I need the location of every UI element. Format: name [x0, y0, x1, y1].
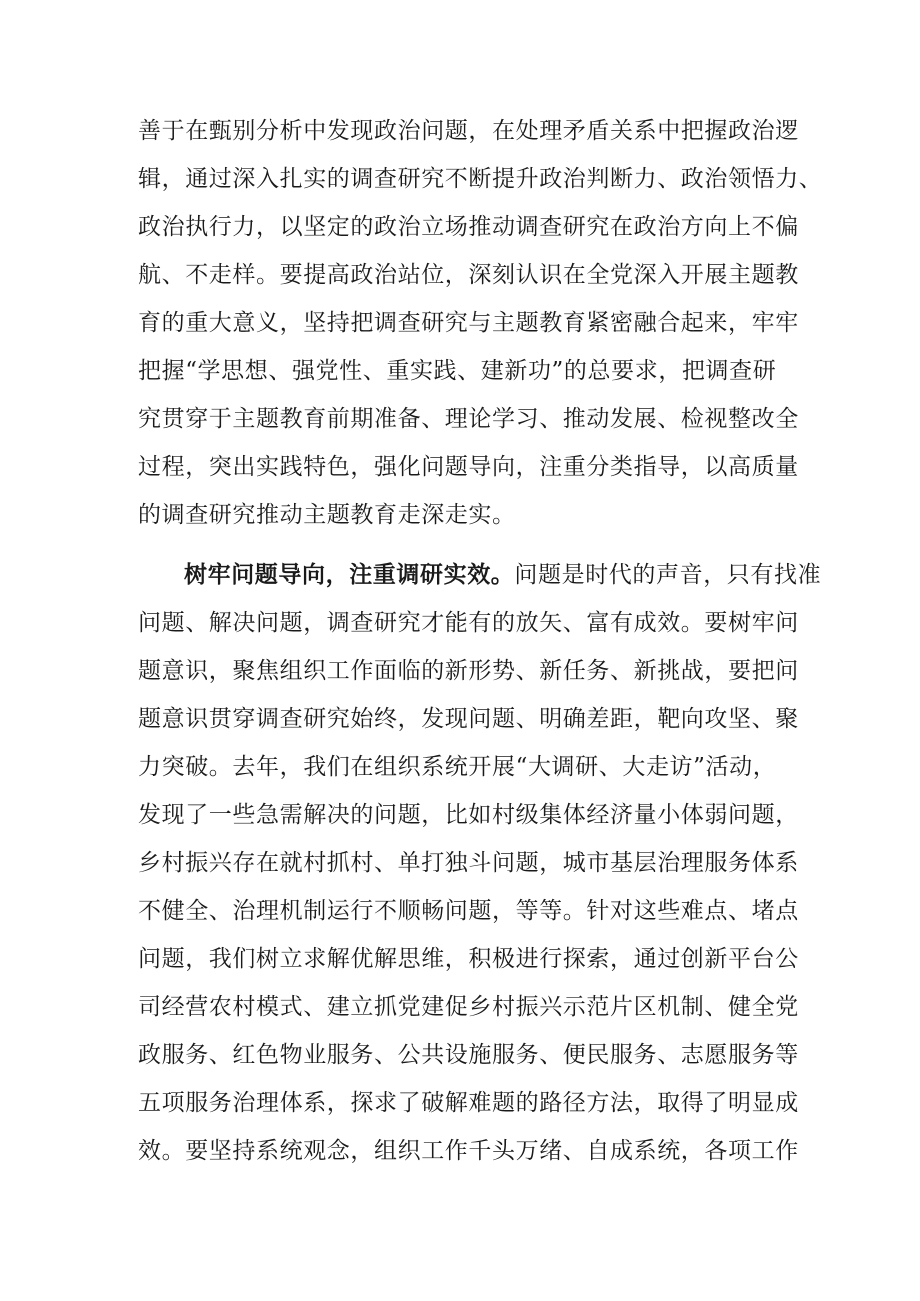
paragraph2-line: 效。要坚持系统观念，组织工作千头万绪、自成系统，各项工作	[138, 1138, 799, 1164]
paragraph2-line: 问题、解决问题，调查研究才能有的放矢、富有成效。要树牢问	[138, 610, 799, 636]
paragraph2-first-line	[184, 560, 821, 590]
paragraph2-line: 题意识贯穿调查研究始终，发现问题、明确差距，靶向攻坚、聚	[138, 706, 799, 732]
paragraph2-line: 不健全、治理机制运行不顺畅问题，等等。针对这些难点、堵点	[138, 898, 799, 924]
paragraph1-line: 育的重大意义，坚持把调查研究与主题教育紧密融合起来，牢牢	[138, 310, 799, 336]
paragraph2-line: 五项服务治理体系，探求了破解难题的路径方法，取得了明显成	[138, 1090, 799, 1116]
paragraph2-line: 力突破。去年，我们在组织系统开展“大调研、大走访”活动，	[138, 754, 777, 780]
paragraph1-line: 辑，通过深入扎实的调查研究不断提升政治判断力、政治领悟力、	[138, 166, 823, 192]
paragraph1-line: 航、不走样。要提高政治站位，深刻认识在全党深入开展主题教	[138, 262, 799, 288]
paragraph2-line: 发现了一些急需解决的问题，比如村级集体经济量小体弱问题，	[138, 802, 799, 828]
paragraph2-line: 乡村振兴存在就村抓村、单打独斗问题，城市基层治理服务体系	[138, 850, 799, 876]
paragraph1-line: 善于在甄别分析中发现政治问题，在处理矛盾关系中把握政治逻	[138, 118, 799, 144]
paragraph2-line: 政服务、红色物业服务、公共设施服务、便民服务、志愿服务等	[138, 1042, 799, 1068]
paragraph1-line: 把握“学思想、强党性、重实践、建新功”的总要求，把调查研	[138, 358, 777, 384]
paragraph2-line: 问题，我们树立求解优解思维，积极进行探索，通过创新平台公	[138, 946, 799, 972]
paragraph2-line: 题意识，聚焦组织工作面临的新形势、新任务、新挑战，要把问	[138, 658, 799, 684]
paragraph1-line: 的调查研究推动主题教育走深走实。	[138, 502, 516, 528]
paragraph1-line: 政治执行力，以坚定的政治立场推动调查研究在政治方向上不偏	[138, 214, 799, 240]
paragraph2-first-rest: 问题是时代的声音，只有找准	[514, 562, 822, 588]
paragraph1-line: 过程，突出实践特色，强化问题导向，注重分类指导，以高质量	[138, 454, 799, 480]
paragraph2-heading: 树牢问题导向，注重调研实效。	[184, 561, 515, 588]
paragraph1-line: 究贯穿于主题教育前期准备、理论学习、推动发展、检视整改全	[138, 406, 799, 432]
paragraph2-line: 司经营农村模式、建立抓党建促乡村振兴示范片区机制、健全党	[138, 994, 799, 1020]
